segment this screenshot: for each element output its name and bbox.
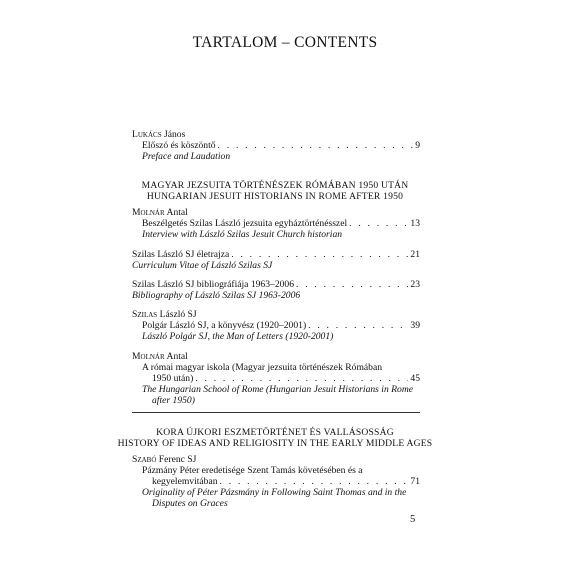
entry-page: 39	[410, 320, 420, 331]
entry-title-line[interactable]	[132, 218, 420, 229]
toc-entry	[132, 309, 420, 342]
section-divider	[132, 412, 420, 413]
section-heading-en: HISTORY OF IDEAS AND RELIGIOSITY IN THE EARLY MIDDLE AGES	[117, 438, 433, 449]
entry-page: 13	[410, 218, 420, 229]
section-heading	[110, 180, 440, 202]
section-heading-hu: MAGYAR JEZSUITA TÖRTÉNÉSZEK RÓMÁBAN 1950 UTÁN	[141, 180, 409, 191]
leader-dots	[195, 373, 408, 384]
entry-page: 21	[410, 249, 420, 260]
entry-author: Lukács János	[132, 129, 186, 140]
entry-translation: László Polgár SJ, the Man of Letters (1920-2001)	[142, 331, 334, 342]
entry-title-line[interactable]	[132, 249, 420, 260]
entry-page: 23	[410, 279, 420, 290]
entry-translation-cont: Disputes on Graces	[152, 498, 228, 509]
entry-author: Molnár Antal	[132, 207, 188, 218]
entry-page: 9	[415, 140, 420, 151]
entry-title-line[interactable]	[132, 476, 420, 487]
entry-translation: Originality of Péter Pázsmány in Following Saint Thomas and in the	[142, 487, 407, 498]
toc-entry	[132, 351, 420, 406]
section-heading-en: HUNGARIAN JESUIT HISTORIANS IN ROME AFTER 1950	[146, 191, 404, 202]
toc-entry	[132, 454, 420, 509]
entry-page: 71	[410, 476, 420, 487]
entry-author: Szabó Ferenc SJ	[132, 454, 197, 465]
leader-dots	[220, 476, 409, 487]
entry-translation: Curriculum Vitae of László Szilas SJ	[132, 260, 273, 271]
entry-translation: Interview with László Szilas Jesuit Church historian	[142, 229, 343, 240]
entry-translation: Bibliography of László Szilas SJ 1963-2006	[132, 290, 301, 301]
page-number: 5	[410, 514, 416, 525]
entry-title-line[interactable]	[132, 279, 420, 290]
toc-entry	[132, 129, 420, 162]
entry-title-line[interactable]	[132, 373, 420, 384]
entry-page: 45	[410, 373, 420, 384]
entry-author: Molnár Antal	[132, 351, 188, 362]
entry-author: Szilas László SJ	[132, 309, 197, 320]
entry-title-line[interactable]	[132, 320, 420, 331]
toc-entry	[132, 249, 420, 271]
toc-entry	[132, 279, 420, 301]
entry-title-line[interactable]	[132, 140, 420, 151]
toc-entry	[132, 207, 420, 240]
entry-title-cont: kegyelemvitában	[152, 476, 218, 487]
entry-title-cont: 1950 után)	[152, 373, 194, 384]
entry-title: Beszélgetés Szilas László jezsuita egyháztörténésszel	[142, 218, 348, 229]
section-heading-hu: KORA ÚJKORI ESZMETÖRTÉNET ÉS VALLÁSOSSÁG	[156, 427, 394, 438]
entry-translation: Preface and Laudation	[142, 151, 231, 162]
leader-dots	[349, 218, 408, 229]
page-title: TARTALOM – CONTENTS	[192, 34, 378, 51]
entry-title: Szilas László SJ bibliográfiája 1963–2006	[132, 279, 295, 290]
leader-dots	[296, 279, 408, 290]
entry-title: Polgár László SJ, a könyvész (1920–2001)	[142, 320, 307, 331]
entry-translation: The Hungarian School of Rome (Hungarian Jesuit Historians in Rome	[142, 384, 414, 395]
section-heading	[110, 427, 440, 449]
entry-title[interactable]: Pázmány Péter eredetisége Szent Tamás követésében és a	[142, 465, 363, 476]
entry-translation-cont: after 1950)	[152, 395, 195, 406]
leader-dots	[231, 249, 408, 260]
entry-title[interactable]: A római magyar iskola (Magyar jezsuita történészek Rómában	[142, 362, 383, 373]
leader-dots	[308, 320, 408, 331]
leader-dots	[218, 140, 414, 151]
entry-title: Előszó és köszöntő	[142, 140, 216, 151]
entry-title: Szilas László SJ életrajza	[132, 249, 230, 260]
